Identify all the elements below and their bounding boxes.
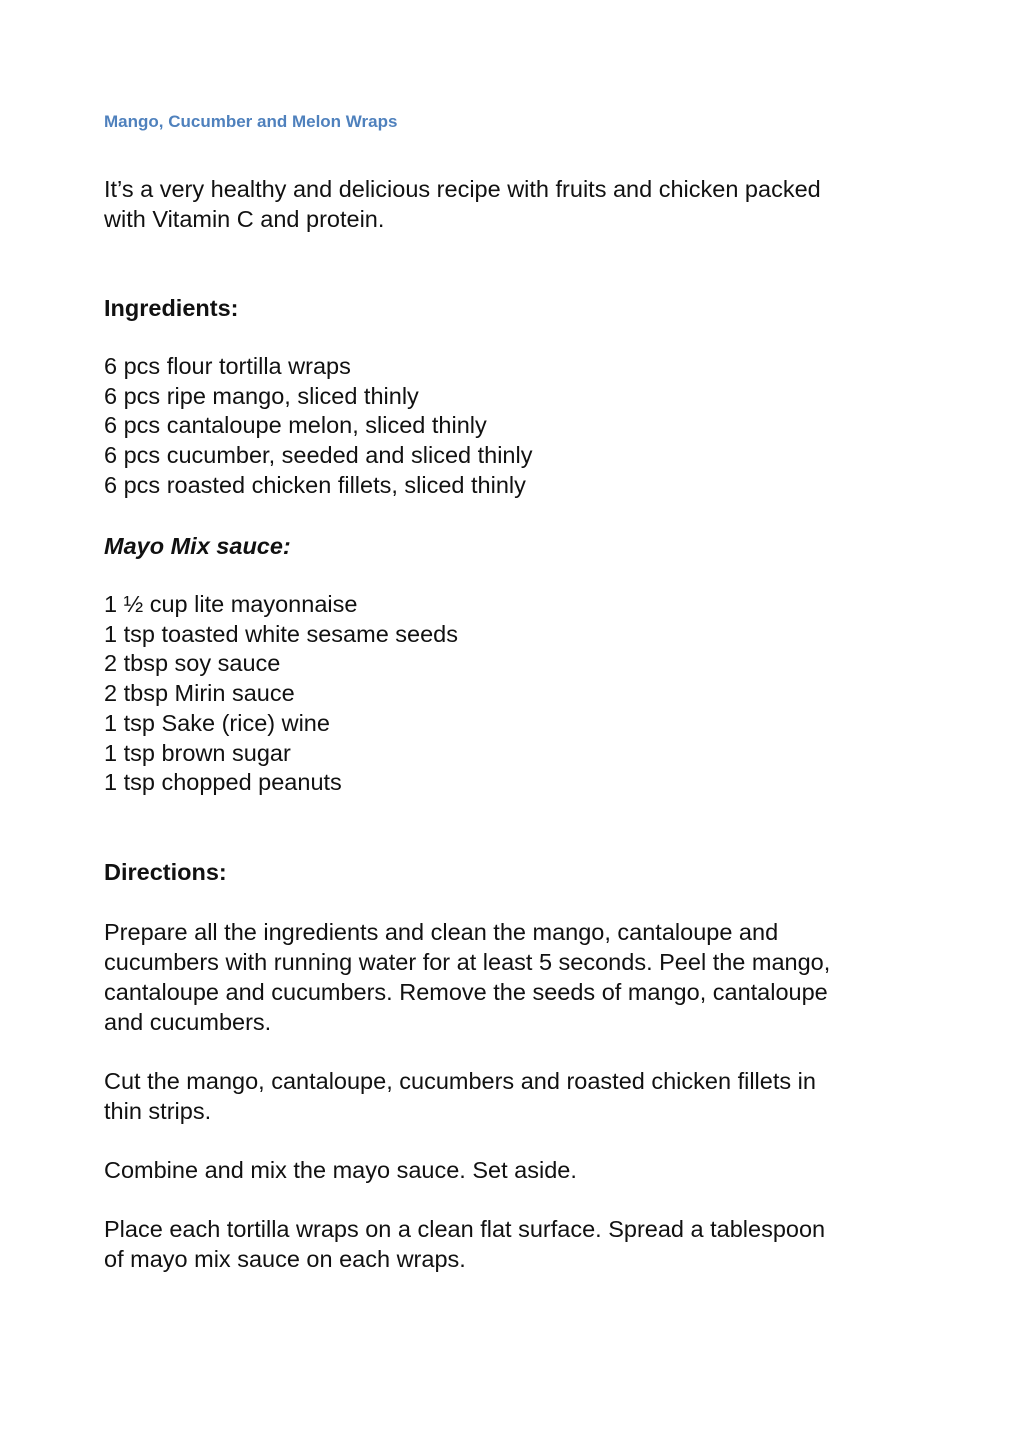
directions-section [104, 857, 227, 887]
list-item: 1 tsp Sake (rice) wine [104, 709, 330, 736]
intro-paragraph [104, 174, 821, 234]
direction-line: of mayo mix sauce on each wraps. [104, 1246, 466, 1272]
list-item: 2 tbsp soy sauce [104, 650, 281, 677]
direction-line: Prepare all the ingredients and clean the mango, cantaloupe and [104, 919, 779, 945]
sauce-list [104, 590, 458, 798]
list-item: 1 ½ cup lite mayonnaise [104, 591, 358, 617]
direction-line: and cucumbers. [104, 1009, 272, 1035]
list-item: 1 tsp chopped peanuts [104, 769, 342, 796]
direction-step-4 [104, 1214, 825, 1274]
list-item: 6 pcs ripe mango, sliced thinly [104, 382, 419, 409]
direction-line: cucumbers with running water for at least 5 seconds. Peel the mango, [104, 949, 831, 975]
directions-heading: Directions: [104, 859, 227, 885]
direction-step-2 [104, 1066, 816, 1126]
sauce-heading: Mayo Mix sauce: [104, 533, 291, 559]
list-item: 1 tsp toasted white sesame seeds [104, 620, 459, 647]
direction-line: Combine and mix the mayo sauce. Set aside. [104, 1157, 577, 1183]
list-item: 6 pcs flour tortilla wraps [104, 353, 351, 379]
direction-step-3 [104, 1155, 577, 1185]
ingredients-section [104, 293, 238, 323]
list-item: 1 tsp brown sugar [104, 739, 291, 766]
sauce-list-wrap [104, 590, 458, 798]
list-item: 6 pcs roasted chicken fillets, sliced thinly [104, 471, 526, 498]
sauce-section [104, 531, 291, 561]
direction-step-1 [104, 917, 830, 1037]
list-item: 6 pcs cucumber, seeded and sliced thinly [104, 442, 533, 469]
intro-line: It’s a very healthy and delicious recipe with fruits and chicken packed [104, 176, 821, 202]
direction-line: Cut the mango, cantaloupe, cucumbers and roasted chicken fillets in [104, 1068, 816, 1094]
direction-line: thin strips. [104, 1098, 212, 1124]
list-item: 6 pcs cantaloupe melon, sliced thinly [104, 412, 487, 439]
ingredients-list-wrap [104, 352, 532, 501]
ingredients-heading: Ingredients: [104, 295, 239, 321]
intro-line: with Vitamin C and protein. [104, 206, 385, 232]
direction-line: Place each tortilla wraps on a clean flat surface. Spread a tablespoon [104, 1216, 826, 1242]
ingredients-list [104, 352, 532, 501]
direction-line: cantaloupe and cucumbers. Remove the seeds of mango, cantaloupe [104, 979, 828, 1005]
recipe-title: Mango, Cucumber and Melon Wraps [104, 112, 398, 131]
list-item: 2 tbsp Mirin sauce [104, 680, 295, 707]
